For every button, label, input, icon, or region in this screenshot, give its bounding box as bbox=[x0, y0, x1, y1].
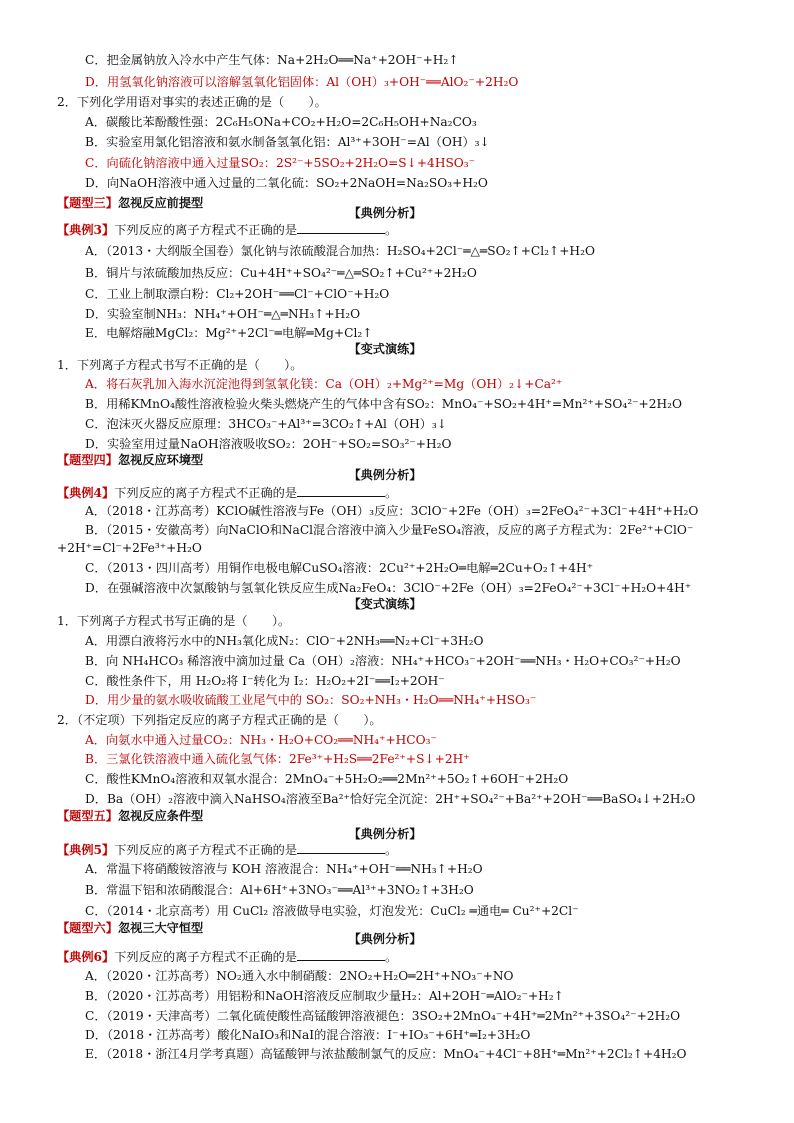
option-line: A．向氨水中通入过量CO₂：NH₃・H₂O+CO₂══NH₄⁺+HCO₃⁻ bbox=[85, 733, 437, 747]
option-line: D．Ba（OH）₂溶液中滴入NaHSO₄溶液至Ba²⁺恰好完全沉淀：2H⁺+SO₄²⁻+Ba²⁺+2OH⁻══BaSO₄↓+2H₂O bbox=[85, 792, 696, 806]
option-line: C．泡沫灭火器反应原理：3HCO₃⁻+Al³⁺=3CO₂↑+Al（OH）₃↓ bbox=[85, 417, 448, 431]
option-continuation: +2H⁺=Cl⁻+2Fe³⁺+H₂O bbox=[57, 541, 202, 555]
option-line: B．（2015・安徽高考）向NaClO和NaCl混合溶液中滴入少量FeSO₄溶液，反应的离子方程式为：2Fe²⁺+ClO⁻ bbox=[85, 523, 694, 537]
option-line: B．铜片与浓硫酸加热反应：Cu+4H⁺+SO₄²⁻═△═SO₂↑+Cu²⁺+2H₂O bbox=[85, 266, 477, 280]
option-line: D．（2018・江苏高考）酸化NaIO₃和NaI的混合溶液：I⁻+IO₃⁻+6H⁺═I₂+3H₂O bbox=[85, 1028, 531, 1042]
option-line: C．酸性KMnO₄溶液和双氧水混合：2MnO₄⁻+5H₂O₂══2Mn²⁺+5O₂↑+6OH⁻+2H₂O bbox=[85, 772, 569, 786]
option-line: A．将石灰乳加入海水沉淀池得到氢氧化镁：Ca（OH）₂+Mg²⁺=Mg（OH）₂↓+Ca²⁺ bbox=[85, 377, 563, 391]
option-line: C．把金属钠放入冷水中产生气体：Na+2H₂O══Na⁺+2OH⁻+H₂↑ bbox=[85, 53, 459, 67]
example-line: 【典例6】下列反应的离子方程式不正确的是 。 bbox=[57, 950, 398, 964]
answer-blank bbox=[297, 948, 385, 961]
section-heading: 【题型五】忽视反应条件型 bbox=[57, 809, 204, 823]
option-line: B．常温下铝和浓硝酸混合：Al+6H⁺+3NO₃⁻══Al³⁺+3NO₂↑+3H₂O bbox=[85, 883, 474, 897]
option-line: B．用稀KMnO₄酸性溶液检验火柴头燃烧产生的气体中含有SO₂：MnO₄⁻+SO₂+4H⁺=Mn²⁺+SO₄²⁻+2H₂O bbox=[85, 397, 682, 411]
analysis-header: 【典例分析】 bbox=[348, 827, 422, 841]
option-line: D．在强碱溶液中次氯酸钠与氢氧化铁反应生成Na₂FeO₄：3ClO⁻+2Fe（OH）₃=2FeO₄²⁻+3Cl⁻+H₂O+4H⁺ bbox=[85, 581, 692, 595]
option-line: C．工业上制取漂白粉：Cl₂+2OH⁻══Cl⁻+ClO⁻+H₂O bbox=[85, 287, 390, 301]
option-line: A．碳酸比苯酚酸性强：2C₆H₅ONa+CO₂+H₂O=2C₆H₅OH+Na₂CO₃ bbox=[85, 115, 477, 129]
option-line: E．（2018・浙江4月学考真题）高锰酸钾与浓盐酸制氯气的反应：MnO₄⁻+4Cl⁻+8H⁺═Mn²⁺+2Cl₂↑+4H₂O bbox=[85, 1047, 687, 1061]
analysis-header: 【典例分析】 bbox=[348, 468, 422, 482]
option-line: A．（2013・大纲版全国卷）氯化钠与浓硫酸混合加热：H₂SO₄+2Cl⁻═△═SO₂↑+Cl₂↑+H₂O bbox=[85, 244, 595, 258]
option-line: C．（2013・四川高考）用铜作电极电解CuSO₄溶液：2Cu²⁺+2H₂O═电解═2Cu+O₂↑+4H⁺ bbox=[85, 561, 594, 575]
option-line: D．用少量的氨水吸收硫酸工业尾气中的 SO₂：SO₂+NH₃・H₂O══NH₄⁺+HSO₃⁻ bbox=[85, 693, 537, 707]
analysis-header: 【典例分析】 bbox=[348, 206, 422, 220]
question-line: 1．下列离子方程式书写正确的是（ ）。 bbox=[57, 614, 291, 628]
practice-header: 【变式演练】 bbox=[348, 342, 422, 356]
option-line: B．实验室用氯化铝溶液和氨水制备氢氧化铝：Al³⁺+3OH⁻=Al（OH）₃↓ bbox=[85, 135, 490, 149]
option-line: A．（2020・江苏高考）NO₂通入水中制硝酸：2NO₂+H₂O═2H⁺+NO₃⁻+NO bbox=[85, 969, 514, 983]
section-heading: 【题型三】忽视反应前提型 bbox=[57, 196, 204, 210]
option-line: C．（2019・天津高考）二氧化硫使酸性高锰酸钾溶液褪色：3SO₂+2MnO₄⁻+4H⁺═2Mn²⁺+3SO₄²⁻+2H₂O bbox=[85, 1009, 681, 1023]
question-line: 1．下列离子方程式书写不正确的是（ ）。 bbox=[57, 358, 303, 372]
option-line: D．用氢氧化钠溶液可以溶解氢氧化铝固体：Al（OH）₃+OH⁻══AlO₂⁻+2H₂O bbox=[85, 75, 519, 89]
option-line: B．向 NH₄HCO₃ 稀溶液中滴加过量 Ca（OH）₂溶液：NH₄⁺+HCO₃⁻+2OH⁻══NH₃・H₂O+CO₃²⁻+H₂O bbox=[85, 654, 681, 668]
question-line: 2．（不定项）下列指定反应的离子方程式正确的是（ ）。 bbox=[57, 713, 382, 727]
option-line: A．用漂白液将污水中的NH₃氧化成N₂：ClO⁻+2NH₃══N₂+Cl⁻+3H₂O bbox=[85, 634, 484, 648]
answer-blank bbox=[297, 484, 385, 497]
section-heading: 【题型四】忽视反应环境型 bbox=[57, 453, 204, 467]
answer-blank bbox=[297, 841, 385, 854]
example-line: 【典例3】下列反应的离子方程式不正确的是 。 bbox=[57, 223, 398, 237]
option-line: B．（2020・江苏高考）用铝粉和NaOH溶液反应制取少量H₂：Al+2OH⁻═AlO₂⁻+H₂↑ bbox=[85, 989, 564, 1003]
option-line: A．常温下将硝酸铵溶液与 KOH 溶液混合：NH₄⁺+OH⁻══NH₃↑+H₂O bbox=[85, 862, 483, 876]
answer-blank bbox=[297, 221, 385, 234]
option-line: B．三氯化铁溶液中通入硫化氢气体：2Fe³⁺+H₂S══2Fe²⁺+S↓+2H⁺ bbox=[85, 752, 470, 766]
example-line: 【典例4】下列反应的离子方程式不正确的是 。 bbox=[57, 486, 398, 500]
option-line: C．（2014・北京高考）用 CuCl₂ 溶液做导电实验，灯泡发光：CuCl₂ ═通电═ Cu²⁺+2Cl⁻ bbox=[85, 904, 579, 918]
analysis-header: 【典例分析】 bbox=[348, 932, 422, 946]
option-line: A．（2018・江苏高考）KClO碱性溶液与Fe（OH）₃反应：3ClO⁻+2Fe（OH）₃=2FeO₄²⁻+3Cl⁻+4H⁺+H₂O bbox=[85, 504, 699, 518]
section-heading: 【题型六】忽视三大守恒型 bbox=[57, 921, 204, 935]
option-line: C．向硫化钠溶液中通入过量SO₂：2S²⁻+5SO₂+2H₂O=S↓+4HSO₃⁻ bbox=[85, 156, 476, 170]
option-line: D．实验室制NH₃：NH₄⁺+OH⁻═△═NH₃↑+H₂O bbox=[85, 307, 361, 321]
practice-header: 【变式演练】 bbox=[348, 597, 422, 611]
question-line: 2．下列化学用语对事实的表述正确的是（ ）。 bbox=[57, 95, 327, 109]
option-line: C．酸性条件下，用 H₂O₂将 I⁻转化为 I₂：H₂O₂+2I⁻══I₂+2OH⁻ bbox=[85, 674, 445, 688]
option-line: D．实验室用过量NaOH溶液吸收SO₂：2OH⁻+SO₂=SO₃²⁻+H₂O bbox=[85, 437, 452, 451]
example-line: 【典例5】下列反应的离子方程式不正确的是 。 bbox=[57, 843, 398, 857]
option-line: E．电解熔融MgCl₂：Mg²⁺+2Cl⁻═电解═Mg+Cl₂↑ bbox=[85, 326, 373, 340]
option-line: D．向NaOH溶液中通入过量的二氧化硫：SO₂+2NaOH=Na₂SO₃+H₂O bbox=[85, 176, 488, 190]
